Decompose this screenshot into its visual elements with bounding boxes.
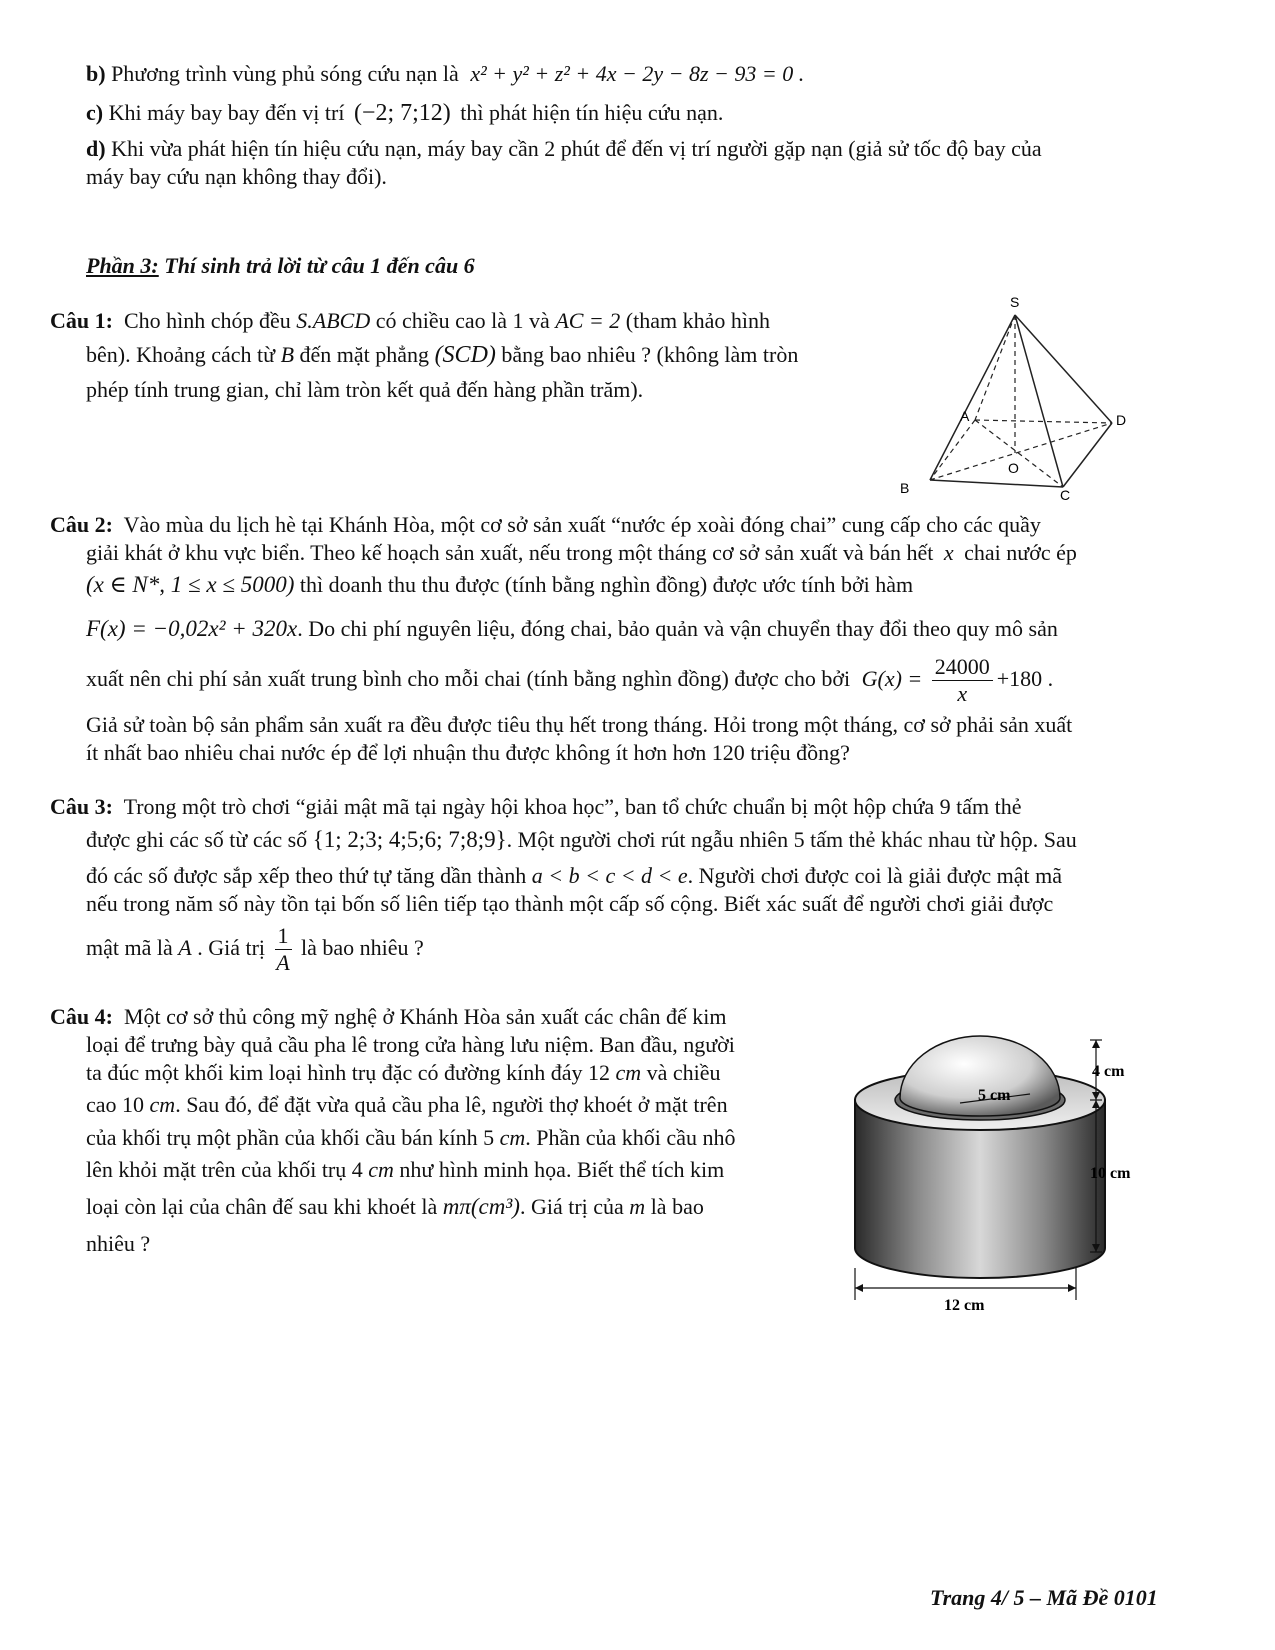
label-A: A xyxy=(960,408,970,424)
arrow-left-12 xyxy=(855,1284,863,1292)
q4-line3: ta đúc một khối kim loại hình trụ đặc có đường kính đáy 12 cm và chiều xyxy=(86,1060,721,1085)
label-10cm: 10 cm xyxy=(1090,1165,1131,1182)
arrow-up-4 xyxy=(1092,1040,1100,1048)
q3-fraction: $\frac{1}{A}$ xyxy=(276,923,290,976)
q1-line3: phép tính trung gian, chỉ làm tròn kết quả đến hàng phần trăm). xyxy=(86,377,644,402)
q2-line3: (x ∈ N*, 1 ≤ x ≤ 5000) thì doanh thu thu được (tính bằng nghìn đồng) được ước tính bởi hàm xyxy=(86,572,914,597)
q2-line7: ít nhất bao nhiêu chai nước ép để lợi nhuận thu được không ít hơn hơn 120 triệu đồng? xyxy=(86,740,850,765)
q1-line2: bên). Khoảng cách từ B đến mặt phẳng (SCD) bằng bao nhiêu ? (không làm tròn xyxy=(86,342,799,368)
cylinder-figure xyxy=(840,1020,1140,1320)
edge-BC xyxy=(930,480,1063,487)
q4-line7: loại còn lại của chân đế sau khi khoét là mπ(cm³). Giá trị của m là bao xyxy=(86,1194,704,1219)
label-O: O xyxy=(1008,460,1019,476)
q3-line3: đó các số được sắp xếp theo thứ tự tăng dần thành a < b < c < d < e. Người chơi được coi là giải được mật mã xyxy=(86,863,1062,888)
q2-line2: giải khát ở khu vực biển. Theo kế hoạch sản xuất, nếu trong một tháng cơ sở sản xuất và bán hết x chai nước ép xyxy=(86,540,1077,565)
q3-line4: nếu trong năm số này tồn tại bốn số liên tiếp tạo thành một cấp số cộng. Biết xác suất để người chơi giải được xyxy=(86,891,1054,916)
label-B: B xyxy=(900,480,910,496)
q4-line4: cao 10 cm. Sau đó, để đặt vừa quả cầu pha lê, người thợ khoét ở mặt trên xyxy=(86,1092,728,1117)
q3-line5: mật mã là A . Giá trị $\frac{1}{A}$ là bao nhiêu ? xyxy=(86,923,424,976)
item-d-cont: máy bay cứu nạn không thay đổi). xyxy=(86,164,387,189)
edge-CD xyxy=(1063,423,1112,487)
pyramid-figure xyxy=(880,290,1140,505)
q4-line5: của khối trụ một phần của khối cầu bán kính 5 cm. Phần của khối cầu nhô xyxy=(86,1125,736,1150)
q3-line2: được ghi các số từ các số {1; 2;3; 4;5;6; 7;8;9}. Một người chơi rút ngẫu nhiên 5 tấm thẻ khác nhau từ hộp. Sau xyxy=(86,827,1077,852)
sphere-cap xyxy=(900,1036,1060,1116)
label-S: S xyxy=(1010,294,1020,310)
q2-line5: xuất nên chi phí sản xuất trung bình cho mỗi chai (tính bằng nghìn đồng) được cho bởi G(x) = $\frac{24000}{x}$ +180 . xyxy=(86,654,1054,707)
q3-line1: Câu 3: Trong một trò chơi “giải mật mã tại ngày hội khoa học”, ban tổ chức chuẩn bị một hộp chứa 9 tấm thẻ xyxy=(50,794,1022,819)
section-title: Phần 3: Thí sinh trả lời từ câu 1 đến câu 6 xyxy=(86,253,475,278)
edge-AD xyxy=(975,420,1112,423)
edge-SB xyxy=(930,315,1015,480)
q4-line1: Câu 4: Một cơ sở thủ công mỹ nghệ ở Khánh Hòa sản xuất các chân đế kim xyxy=(50,1004,727,1029)
label-12cm: 12 cm xyxy=(944,1297,985,1314)
diag-AC xyxy=(975,420,1063,487)
q2-line4: F(x) = −0,02x² + 320x. Do chi phí nguyên liệu, đóng chai, bảo quản và vận chuyển thay đổi theo quy mô sản xyxy=(86,616,1058,641)
q2-line6: Giả sử toàn bộ sản phẩm sản xuất ra đều được tiêu thụ hết trong tháng. Hỏi trong một tháng, cơ sở phải sản xuất xyxy=(86,712,1073,737)
q4-line6: lên khỏi mặt trên của khối trụ 4 cm như hình minh họa. Biết thể tích kim xyxy=(86,1157,725,1182)
label-radius: 5 cm xyxy=(978,1087,1011,1104)
label-D: D xyxy=(1116,412,1127,428)
item-c: c) Khi máy bay bay đến vị trí (−2; 7;12) thì phát hiện tín hiệu cứu nạn. xyxy=(86,100,724,126)
q2-line1: Câu 2: Vào mùa du lịch hè tại Khánh Hòa, một cơ sở sản xuất “nước ép xoài đóng chai” cung cấp cho các quầy xyxy=(50,512,1041,537)
arrow-right-12 xyxy=(1068,1284,1076,1292)
label-C: C xyxy=(1060,487,1071,503)
edge-SA xyxy=(975,315,1015,420)
q4-line8: nhiêu ? xyxy=(86,1231,151,1256)
q1-line1: Câu 1: Cho hình chóp đều S.ABCD có chiều cao là 1 và AC = 2 (tham khảo hình xyxy=(50,308,770,333)
page-footer: Trang 4/ 5 – Mã Đề 0101 xyxy=(930,1585,1158,1610)
q4-line2: loại để trưng bày quả cầu pha lê trong cửa hàng lưu niệm. Ban đầu, người xyxy=(86,1032,735,1057)
item-b: b) Phương trình vùng phủ sóng cứu nạn là x² + y² + z² + 4x − 2y − 8z − 93 = 0 . xyxy=(86,61,805,86)
diag-BD xyxy=(930,423,1112,480)
item-d: d) Khi vừa phát hiện tín hiệu cứu nạn, máy bay cần 2 phút để đến vị trí người gặp nạn (giả sử tốc độ bay của xyxy=(86,136,1042,161)
edge-AB xyxy=(930,420,975,480)
label-4cm: 4 cm xyxy=(1092,1063,1125,1080)
q2-fraction: $\frac{24000}{x}$ xyxy=(932,654,993,707)
